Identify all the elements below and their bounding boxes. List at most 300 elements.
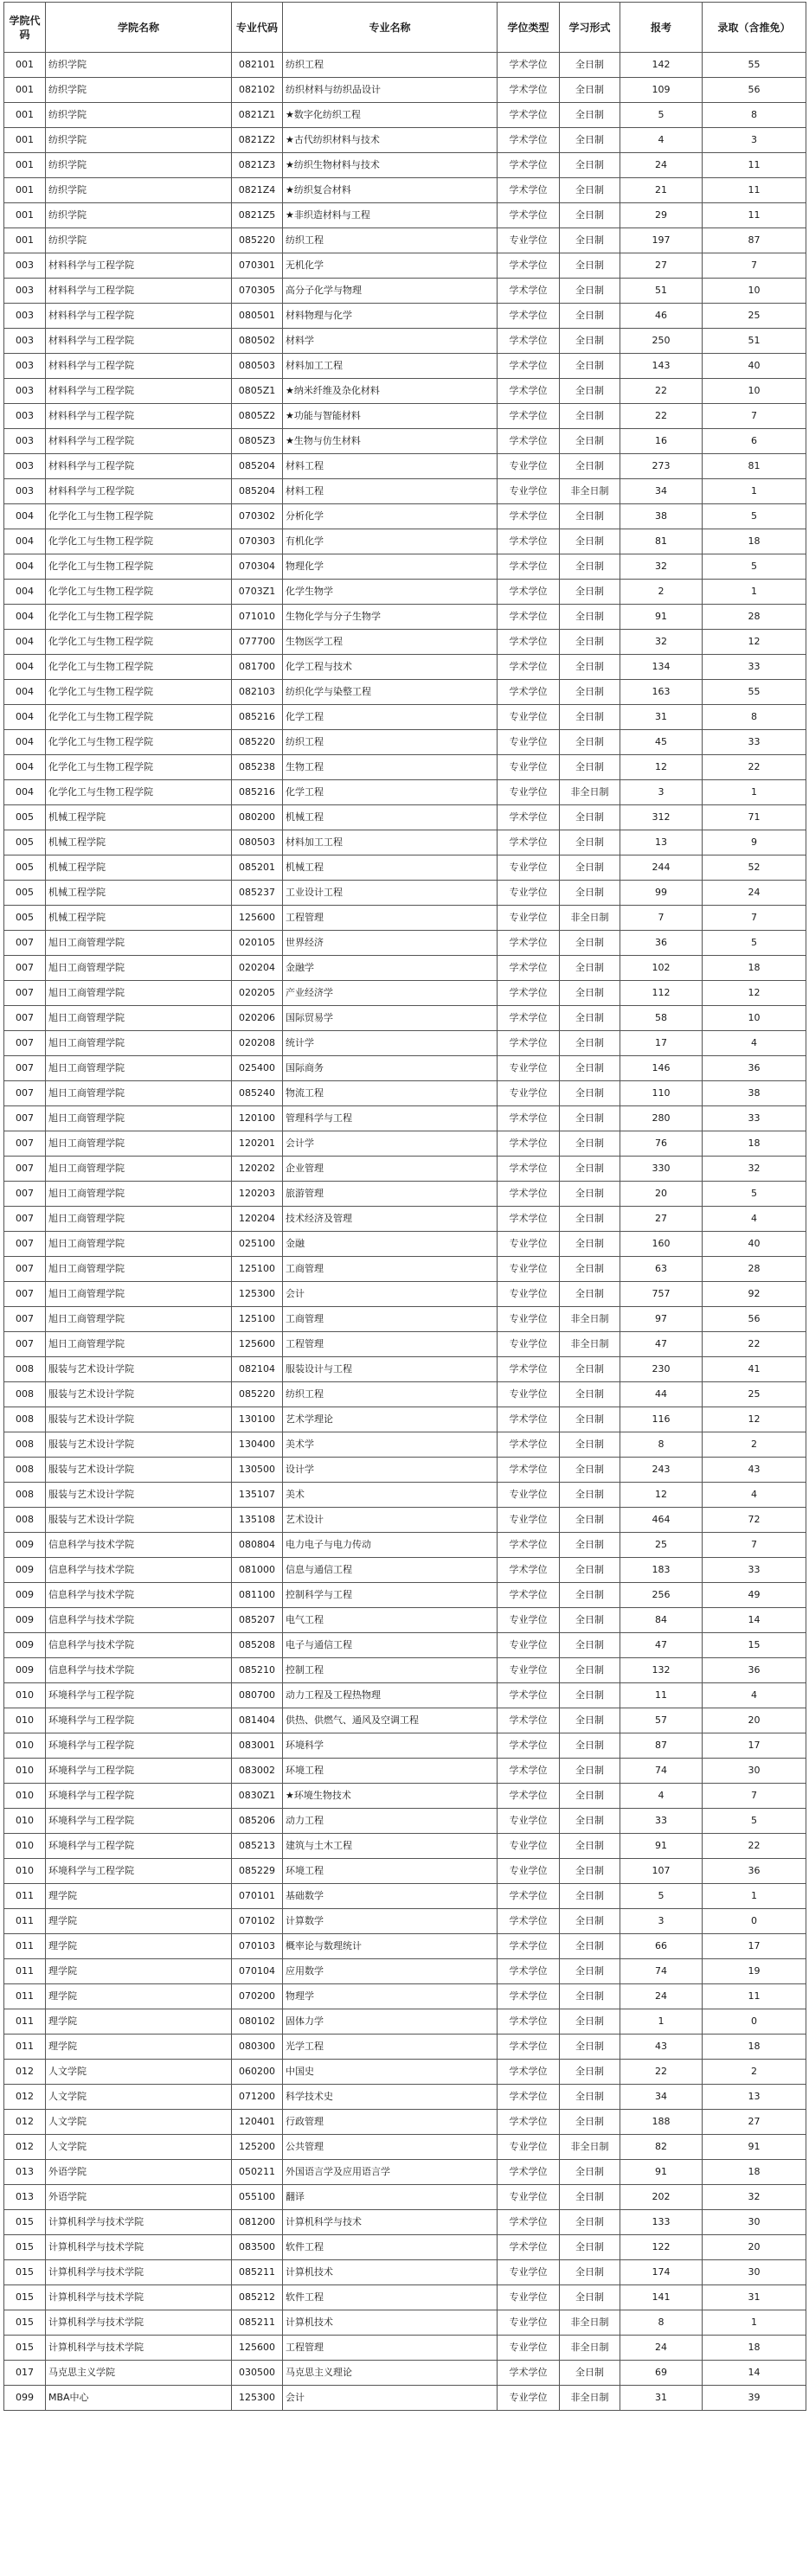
admitted-count-cell: 11 [703,1984,806,2009]
table-row [4,1257,806,1282]
school-name-cell: 理学院 [46,2009,232,2035]
degree-type-cell: 学术学位 [498,429,560,454]
major-code-cell: 085207 [232,1608,283,1633]
major-name-cell: 材料加工工程 [283,354,498,379]
school-name-cell: MBA中心 [46,2386,232,2411]
admitted-count-cell: 2 [703,2060,806,2085]
major-code-cell: 081700 [232,655,283,680]
degree-type-cell: 学术学位 [498,956,560,981]
applied-count-cell: 24 [620,1984,703,2009]
applied-count-cell: 146 [620,1056,703,1081]
applied-count-cell: 17 [620,1031,703,1056]
major-name-cell: 金融学 [283,956,498,981]
study-mode-cell: 非全日制 [560,1332,620,1357]
admitted-count-cell: 19 [703,1959,806,1984]
major-name-cell: 高分子化学与物理 [283,279,498,304]
school-name-cell: 化学化工与生物工程学院 [46,504,232,529]
major-code-cell: 085216 [232,705,283,730]
table-row [4,630,806,655]
school-code-cell: 008 [4,1483,46,1508]
school-name-cell: 计算机科学与技术学院 [46,2210,232,2235]
table-row [4,730,806,755]
applied-count-cell: 197 [620,228,703,253]
admitted-count-cell: 2 [703,1432,806,1458]
degree-type-cell: 学术学位 [498,1131,560,1157]
major-code-cell: 025400 [232,1056,283,1081]
admitted-count-cell: 4 [703,1031,806,1056]
header-admitted: 录取（含推免） [703,3,806,53]
major-name-cell: 材料工程 [283,479,498,504]
school-code-cell: 004 [4,630,46,655]
major-name-cell: 工商管理 [283,1307,498,1332]
major-name-cell: ★数字化纺织工程 [283,103,498,128]
table-row [4,329,806,354]
school-code-cell: 010 [4,1733,46,1759]
study-mode-cell: 全日制 [560,1809,620,1834]
school-code-cell: 004 [4,504,46,529]
admitted-count-cell: 7 [703,906,806,931]
school-name-cell: 化学化工与生物工程学院 [46,630,232,655]
admitted-count-cell: 27 [703,2110,806,2135]
school-name-cell: 纺织学院 [46,128,232,153]
study-mode-cell: 全日制 [560,830,620,855]
table-row [4,454,806,479]
major-name-cell: 软件工程 [283,2235,498,2260]
study-mode-cell: 全日制 [560,605,620,630]
study-mode-cell: 全日制 [560,1508,620,1533]
applied-count-cell: 97 [620,1307,703,1332]
school-name-cell: 信息科学与技术学院 [46,1658,232,1683]
header-school-name: 学院名称 [46,3,232,53]
degree-type-cell: 专业学位 [498,906,560,931]
school-name-cell: 材料科学与工程学院 [46,479,232,504]
admitted-count-cell: 38 [703,1081,806,1106]
applied-count-cell: 76 [620,1131,703,1157]
school-name-cell: 计算机科学与技术学院 [46,2235,232,2260]
table-row [4,1307,806,1332]
applied-count-cell: 27 [620,253,703,279]
table-row [4,128,806,153]
degree-type-cell: 学术学位 [498,1984,560,2009]
degree-type-cell: 学术学位 [498,1733,560,1759]
admitted-count-cell: 14 [703,1608,806,1633]
major-name-cell: 工商管理 [283,1257,498,1282]
table-row [4,1909,806,1934]
study-mode-cell: 全日制 [560,1784,620,1809]
study-mode-cell: 全日制 [560,103,620,128]
school-code-cell: 008 [4,1508,46,1533]
school-code-cell: 004 [4,655,46,680]
applied-count-cell: 81 [620,529,703,554]
admitted-count-cell: 32 [703,2185,806,2210]
table-row [4,1232,806,1257]
table-row [4,830,806,855]
study-mode-cell: 非全日制 [560,2310,620,2336]
degree-type-cell: 学术学位 [498,253,560,279]
admitted-count-cell: 11 [703,178,806,203]
major-code-cell: 020205 [232,981,283,1006]
study-mode-cell: 全日制 [560,1934,620,1959]
school-code-cell: 010 [4,1859,46,1884]
table-row [4,1859,806,1884]
table-row [4,529,806,554]
applied-count-cell: 134 [620,655,703,680]
study-mode-cell: 全日制 [560,1182,620,1207]
admitted-count-cell: 13 [703,2085,806,2110]
applied-count-cell: 12 [620,755,703,780]
table-row [4,153,806,178]
table-row [4,906,806,931]
applied-count-cell: 116 [620,1407,703,1432]
school-code-cell: 007 [4,1182,46,1207]
degree-type-cell: 专业学位 [498,1508,560,1533]
school-code-cell: 015 [4,2310,46,2336]
degree-type-cell: 学术学位 [498,1407,560,1432]
degree-type-cell: 专业学位 [498,1809,560,1834]
school-name-cell: 旭日工商管理学院 [46,1081,232,1106]
header-degree-type: 学位类型 [498,3,560,53]
school-code-cell: 001 [4,103,46,128]
school-code-cell: 009 [4,1583,46,1608]
table-row [4,2285,806,2310]
major-code-cell: 085208 [232,1633,283,1658]
admitted-count-cell: 5 [703,504,806,529]
major-name-cell: 无机化学 [283,253,498,279]
major-code-cell: 080503 [232,830,283,855]
applied-count-cell: 250 [620,329,703,354]
admitted-count-cell: 52 [703,855,806,881]
major-name-cell: 软件工程 [283,2285,498,2310]
applied-count-cell: 74 [620,1959,703,1984]
study-mode-cell: 全日制 [560,454,620,479]
major-name-cell: 工业设计工程 [283,881,498,906]
major-name-cell: 信息与通信工程 [283,1558,498,1583]
school-name-cell: 环境科学与工程学院 [46,1733,232,1759]
study-mode-cell: 全日制 [560,78,620,103]
school-name-cell: 理学院 [46,1884,232,1909]
major-code-cell: 025100 [232,1232,283,1257]
study-mode-cell: 全日制 [560,981,620,1006]
degree-type-cell: 学术学位 [498,1909,560,1934]
school-name-cell: 机械工程学院 [46,855,232,881]
degree-type-cell: 学术学位 [498,1357,560,1382]
applied-count-cell: 330 [620,1157,703,1182]
table-row [4,605,806,630]
school-code-cell: 001 [4,128,46,153]
school-code-cell: 004 [4,529,46,554]
major-code-cell: 085229 [232,1859,283,1884]
admitted-count-cell: 30 [703,2260,806,2285]
applied-count-cell: 33 [620,1809,703,1834]
degree-type-cell: 学术学位 [498,1959,560,1984]
study-mode-cell: 全日制 [560,1432,620,1458]
applied-count-cell: 112 [620,981,703,1006]
study-mode-cell: 全日制 [560,1382,620,1407]
major-code-cell: 070304 [232,554,283,580]
degree-type-cell: 学术学位 [498,1006,560,1031]
study-mode-cell: 全日制 [560,2260,620,2285]
degree-type-cell: 专业学位 [498,730,560,755]
major-code-cell: 080804 [232,1533,283,1558]
applied-count-cell: 58 [620,1006,703,1031]
degree-type-cell: 专业学位 [498,1633,560,1658]
school-code-cell: 011 [4,2035,46,2060]
major-code-cell: 085201 [232,855,283,881]
study-mode-cell: 全日制 [560,1834,620,1859]
applied-count-cell: 47 [620,1332,703,1357]
major-code-cell: 125600 [232,906,283,931]
major-name-cell: 概率论与数理统计 [283,1934,498,1959]
applied-count-cell: 202 [620,2185,703,2210]
school-name-cell: 信息科学与技术学院 [46,1583,232,1608]
study-mode-cell: 全日制 [560,1282,620,1307]
study-mode-cell: 非全日制 [560,2386,620,2411]
school-name-cell: 材料科学与工程学院 [46,279,232,304]
school-code-cell: 013 [4,2185,46,2210]
degree-type-cell: 学术学位 [498,2060,560,2085]
study-mode-cell: 全日制 [560,279,620,304]
applied-count-cell: 174 [620,2260,703,2285]
applied-count-cell: 160 [620,1232,703,1257]
table-row [4,2160,806,2185]
admitted-count-cell: 5 [703,1809,806,1834]
major-name-cell: 有机化学 [283,529,498,554]
admitted-count-cell: 36 [703,1056,806,1081]
school-name-cell: 环境科学与工程学院 [46,1834,232,1859]
table-row [4,580,806,605]
school-code-cell: 007 [4,1106,46,1131]
major-name-cell: 世界经济 [283,931,498,956]
major-name-cell: 控制工程 [283,1658,498,1683]
applied-count-cell: 22 [620,2060,703,2085]
table-row [4,1081,806,1106]
study-mode-cell: 全日制 [560,2110,620,2135]
major-code-cell: 085211 [232,2260,283,2285]
study-mode-cell: 全日制 [560,1232,620,1257]
degree-type-cell: 专业学位 [498,780,560,805]
applied-count-cell: 464 [620,1508,703,1533]
applied-count-cell: 32 [620,630,703,655]
school-code-cell: 010 [4,1834,46,1859]
major-name-cell: 电力电子与电力传动 [283,1533,498,1558]
study-mode-cell: 全日制 [560,705,620,730]
degree-type-cell: 学术学位 [498,1106,560,1131]
admitted-count-cell: 10 [703,379,806,404]
degree-type-cell: 学术学位 [498,153,560,178]
admitted-count-cell: 71 [703,805,806,830]
major-code-cell: 125200 [232,2135,283,2160]
school-code-cell: 004 [4,780,46,805]
table-row [4,2361,806,2386]
applied-count-cell: 133 [620,2210,703,2235]
school-code-cell: 007 [4,1157,46,1182]
study-mode-cell: 全日制 [560,128,620,153]
study-mode-cell: 全日制 [560,1633,620,1658]
major-code-cell: 081100 [232,1583,283,1608]
major-name-cell: 计算机技术 [283,2260,498,2285]
study-mode-cell: 全日制 [560,1081,620,1106]
major-name-cell: 生物医学工程 [283,630,498,655]
degree-type-cell: 学术学位 [498,2035,560,2060]
degree-type-cell: 学术学位 [498,2110,560,2135]
admitted-count-cell: 39 [703,2386,806,2411]
major-code-cell: 120201 [232,1131,283,1157]
major-code-cell: 130100 [232,1407,283,1432]
table-row [4,1006,806,1031]
admitted-count-cell: 1 [703,2310,806,2336]
major-code-cell: 070103 [232,1934,283,1959]
school-name-cell: 纺织学院 [46,178,232,203]
degree-type-cell: 学术学位 [498,2210,560,2235]
study-mode-cell: 全日制 [560,304,620,329]
applied-count-cell: 69 [620,2361,703,2386]
school-name-cell: 化学化工与生物工程学院 [46,780,232,805]
school-name-cell: 纺织学院 [46,78,232,103]
school-code-cell: 007 [4,1232,46,1257]
admitted-count-cell: 18 [703,529,806,554]
applied-count-cell: 5 [620,1884,703,1909]
table-row [4,2210,806,2235]
degree-type-cell: 专业学位 [498,2285,560,2310]
admitted-count-cell: 55 [703,680,806,705]
school-name-cell: 材料科学与工程学院 [46,429,232,454]
school-code-cell: 007 [4,1081,46,1106]
study-mode-cell: 非全日制 [560,1307,620,1332]
degree-type-cell: 学术学位 [498,605,560,630]
applied-count-cell: 16 [620,429,703,454]
school-name-cell: 人文学院 [46,2110,232,2135]
admitted-count-cell: 6 [703,429,806,454]
major-code-cell: 081000 [232,1558,283,1583]
school-code-cell: 009 [4,1533,46,1558]
applied-count-cell: 163 [620,680,703,705]
applied-count-cell: 110 [620,1081,703,1106]
admitted-count-cell: 14 [703,2361,806,2386]
major-name-cell: 纺织材料与纺织品设计 [283,78,498,103]
study-mode-cell: 全日制 [560,730,620,755]
major-name-cell: 中国史 [283,2060,498,2085]
school-code-cell: 007 [4,931,46,956]
study-mode-cell: 全日制 [560,329,620,354]
school-name-cell: 旭日工商管理学院 [46,1106,232,1131]
major-code-cell: 0821Z4 [232,178,283,203]
header-major-name: 专业名称 [283,3,498,53]
table-row [4,53,806,78]
table-row [4,178,806,203]
study-mode-cell: 全日制 [560,655,620,680]
major-code-cell: 120100 [232,1106,283,1131]
applied-count-cell: 31 [620,2386,703,2411]
school-code-cell: 011 [4,1934,46,1959]
major-code-cell: 083500 [232,2235,283,2260]
study-mode-cell: 全日制 [560,504,620,529]
school-code-cell: 012 [4,2110,46,2135]
study-mode-cell: 全日制 [560,178,620,203]
school-code-cell: 005 [4,805,46,830]
table-row [4,1207,806,1232]
table-row [4,1608,806,1633]
applied-count-cell: 13 [620,830,703,855]
admitted-count-cell: 51 [703,329,806,354]
school-code-cell: 003 [4,404,46,429]
degree-type-cell: 专业学位 [498,454,560,479]
major-name-cell: 纺织工程 [283,228,498,253]
table-row [4,1508,806,1533]
study-mode-cell: 全日制 [560,1859,620,1884]
admitted-count-cell: 8 [703,705,806,730]
table-row [4,2235,806,2260]
degree-type-cell: 学术学位 [498,1884,560,1909]
major-code-cell: 080502 [232,329,283,354]
table-row [4,2110,806,2135]
school-code-cell: 009 [4,1558,46,1583]
study-mode-cell: 全日制 [560,1157,620,1182]
school-name-cell: 服装与艺术设计学院 [46,1382,232,1407]
major-code-cell: 070101 [232,1884,283,1909]
table-row [4,203,806,228]
major-code-cell: 020206 [232,1006,283,1031]
table-row [4,1934,806,1959]
admitted-count-cell: 33 [703,730,806,755]
applied-count-cell: 91 [620,1834,703,1859]
school-code-cell: 001 [4,78,46,103]
degree-type-cell: 学术学位 [498,1683,560,1708]
major-code-cell: 085238 [232,755,283,780]
major-name-cell: 计算数学 [283,1909,498,1934]
major-code-cell: 125100 [232,1257,283,1282]
table-row [4,1131,806,1157]
degree-type-cell: 专业学位 [498,1859,560,1884]
school-code-cell: 007 [4,1332,46,1357]
school-code-cell: 007 [4,1006,46,1031]
major-name-cell: 美术 [283,1483,498,1508]
degree-type-cell: 专业学位 [498,2260,560,2285]
table-row [4,1633,806,1658]
school-code-cell: 005 [4,855,46,881]
school-code-cell: 004 [4,554,46,580]
table-row [4,956,806,981]
major-name-cell: 固体力学 [283,2009,498,2035]
table-row [4,554,806,580]
table-row [4,1407,806,1432]
school-code-cell: 008 [4,1432,46,1458]
degree-type-cell: 专业学位 [498,2185,560,2210]
major-code-cell: 085220 [232,730,283,755]
school-code-cell: 003 [4,454,46,479]
degree-type-cell: 专业学位 [498,1332,560,1357]
table-row [4,2009,806,2035]
table-row [4,1458,806,1483]
school-code-cell: 010 [4,1759,46,1784]
major-code-cell: 085212 [232,2285,283,2310]
applied-count-cell: 183 [620,1558,703,1583]
major-code-cell: 0821Z5 [232,203,283,228]
degree-type-cell: 学术学位 [498,1182,560,1207]
table-row [4,379,806,404]
major-code-cell: 125300 [232,1282,283,1307]
degree-type-cell: 专业学位 [498,228,560,253]
study-mode-cell: 全日制 [560,2160,620,2185]
major-code-cell: 0805Z1 [232,379,283,404]
major-name-cell: 光学工程 [283,2035,498,2060]
admitted-count-cell: 10 [703,1006,806,1031]
header-row [4,3,806,53]
degree-type-cell: 专业学位 [498,1483,560,1508]
admitted-count-cell: 11 [703,153,806,178]
major-code-cell: 085240 [232,1081,283,1106]
major-name-cell: 生物化学与分子生物学 [283,605,498,630]
table-row [4,1809,806,1834]
